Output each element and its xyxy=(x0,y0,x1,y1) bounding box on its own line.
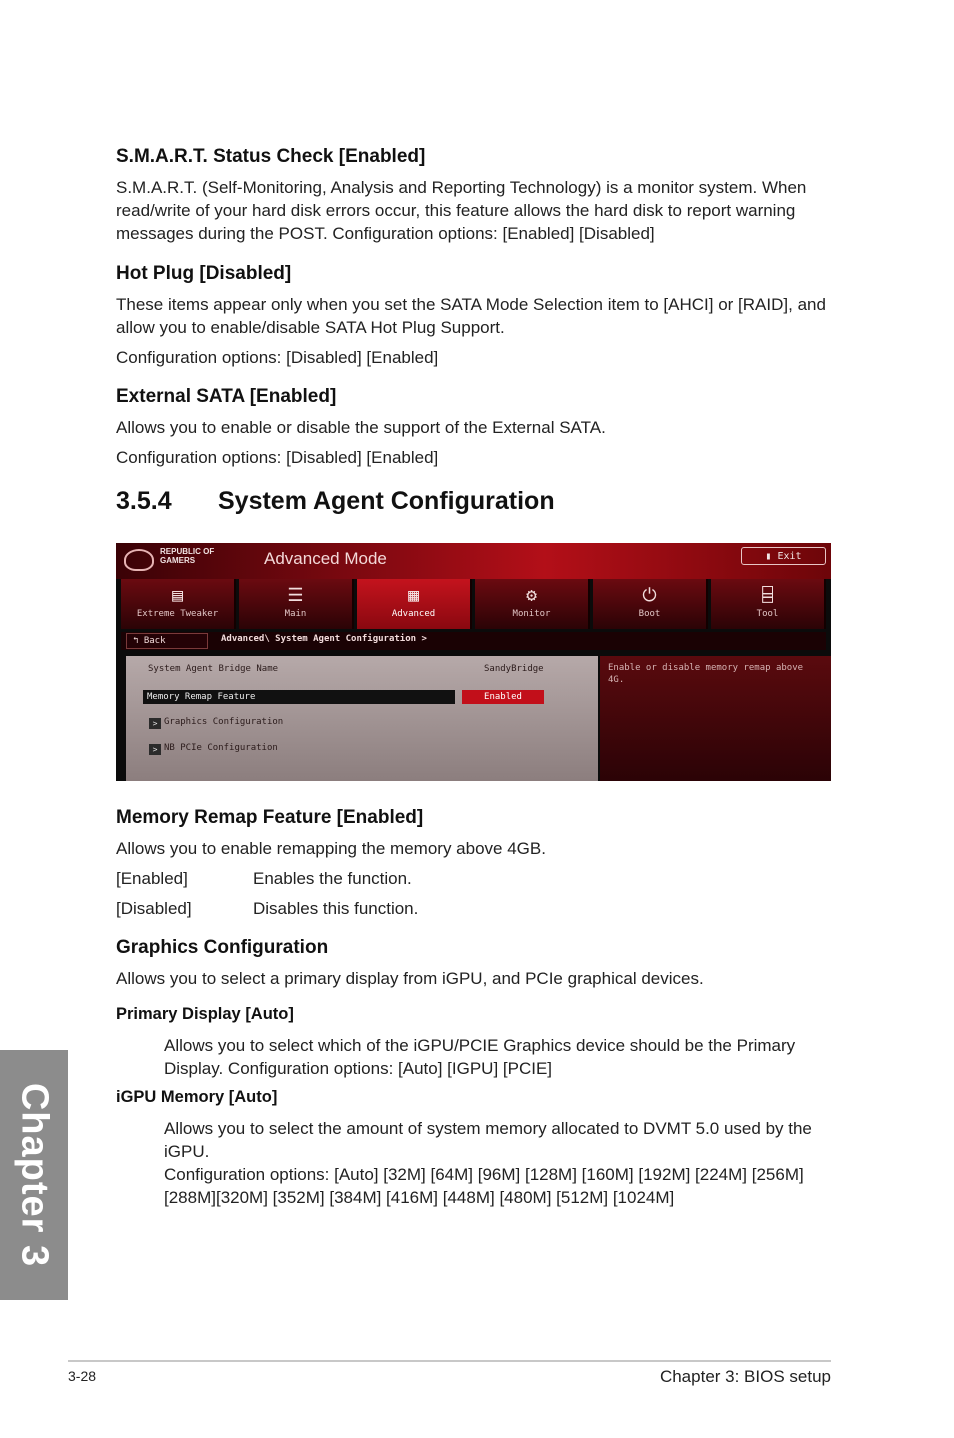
tab-label: Advanced xyxy=(391,609,436,619)
bios-breadcrumb: Advanced\ System Agent Configuration > xyxy=(221,634,427,644)
exit-icon: ▮ xyxy=(765,551,778,562)
hotplug-options: Configuration options: [Disabled] [Enabled] xyxy=(116,348,439,367)
primary-display-body: Allows you to select which of the iGPU/PCIE Graphics device should be the Primary Display. Configuration options: [Auto] [IGPU] [PCIE] xyxy=(164,1036,796,1078)
bios-title-bar xyxy=(116,543,831,579)
external-sata-body: Allows you to enable or disable the support of the External SATA. xyxy=(116,418,606,437)
tool-icon: ⌸ xyxy=(762,585,773,606)
bios-exit-button[interactable] xyxy=(741,547,826,565)
rog-logo-icon xyxy=(124,549,154,571)
bios-breadcrumb-bar xyxy=(121,632,826,650)
memory-remap-heading: Memory Remap Feature [Enabled] xyxy=(116,807,424,828)
option-desc-disabled: Disables this function. xyxy=(253,899,419,918)
graphics-heading: Graphics Configuration xyxy=(116,937,329,958)
chapter-side-tab xyxy=(0,1050,68,1300)
tab-extreme-tweaker[interactable] xyxy=(121,579,236,629)
smart-heading: S.M.A.R.T. Status Check [Enabled] xyxy=(116,146,426,167)
bios-help-box: Enable or disable memory remap above 4G. xyxy=(600,656,831,781)
bios-memory-remap-row[interactable]: Memory Remap Feature xyxy=(143,690,455,704)
tab-monitor[interactable] xyxy=(475,579,590,629)
bios-memory-remap-value[interactable]: Enabled xyxy=(462,690,544,704)
bios-submenu-nb-pcie[interactable]: NB PCIe Configuration xyxy=(164,743,278,753)
bios-mode-title: Advanced Mode xyxy=(264,549,387,568)
smart-body: S.M.A.R.T. (Self-Monitoring, Analysis and Reporting Technology) is a monitor system. When read/write of your hard disk errors occur, this feature allows the hard disk to report warning messages during the POST. Configuration options: [Enabled] [Disabled] xyxy=(116,178,807,243)
power-icon: ⏻ xyxy=(642,585,657,606)
tab-label: Main xyxy=(284,609,307,619)
option-key-enabled: [Enabled] xyxy=(116,869,188,888)
external-sata-heading: External SATA [Enabled] xyxy=(116,386,337,407)
tweaker-icon: ▤ xyxy=(172,585,183,606)
bios-bridge-value: SandyBridge xyxy=(484,664,544,674)
bios-exit-label: Exit xyxy=(777,551,802,562)
tab-label: Tool xyxy=(756,609,779,619)
hotplug-heading: Hot Plug [Disabled] xyxy=(116,263,292,284)
memory-remap-body: Allows you to enable remapping the memory above 4GB. xyxy=(116,839,546,858)
rog-logo-text: REPUBLIC OF GAMERS xyxy=(160,547,215,565)
hotplug-body: These items appear only when you set the SATA Mode Selection item to [AHCI] or [RAID], and allow you to enable/disable SATA Hot Plug Support. xyxy=(116,295,826,337)
bios-bridge-label: System Agent Bridge Name xyxy=(148,664,279,674)
igpu-memory-options: Configuration options: [Auto] [32M] [64M] [96M] [128M] [160M] [192M] [224M] [256M] [288M][320M] [352M] [384M] [416M] [448M] [480M] [512M] [1024M] xyxy=(164,1165,804,1207)
graphics-body: Allows you to select a primary display from iGPU, and PCIe graphical devices. xyxy=(116,969,704,988)
igpu-memory-heading: iGPU Memory [Auto] xyxy=(116,1088,278,1106)
bios-screenshot xyxy=(116,543,831,781)
tab-advanced[interactable] xyxy=(357,579,472,629)
bios-tab-bar xyxy=(121,579,826,629)
tab-label: Extreme Tweaker xyxy=(136,609,219,619)
submenu-arrow-icon: > xyxy=(149,718,161,729)
tab-label: Boot xyxy=(638,609,661,619)
bios-back-label: Back xyxy=(143,636,166,646)
option-key-disabled: [Disabled] xyxy=(116,899,192,918)
footer-rule xyxy=(68,1360,831,1362)
bios-submenu-graphics[interactable]: Graphics Configuration xyxy=(164,717,284,727)
primary-display-heading: Primary Display [Auto] xyxy=(116,1005,294,1023)
footer-chapter: Chapter 3: BIOS setup xyxy=(659,1367,831,1386)
tab-boot[interactable] xyxy=(593,579,708,629)
external-sata-options: Configuration options: [Disabled] [Enabled] xyxy=(116,448,439,467)
tab-label: Monitor xyxy=(512,609,551,619)
monitor-icon: ⚙ xyxy=(526,585,537,606)
bios-back-button[interactable] xyxy=(126,633,208,649)
section-number: 3.5.4 xyxy=(116,487,172,515)
igpu-memory-body: Allows you to select the amount of system memory allocated to DVMT 5.0 used by the iGPU. xyxy=(164,1119,812,1161)
tab-tool[interactable] xyxy=(711,579,826,629)
page-number: 3-28 xyxy=(68,1368,97,1384)
section-title: System Agent Configuration xyxy=(218,487,555,515)
chapter-tab-label: Chapter 3 xyxy=(13,1082,56,1268)
submenu-arrow-icon: > xyxy=(149,744,161,755)
advanced-icon: ▦ xyxy=(408,585,419,606)
list-icon: ☰ xyxy=(287,585,304,606)
tab-main[interactable] xyxy=(239,579,354,629)
back-arrow-icon: ↰ xyxy=(133,636,144,646)
option-desc-enabled: Enables the function. xyxy=(253,869,412,888)
